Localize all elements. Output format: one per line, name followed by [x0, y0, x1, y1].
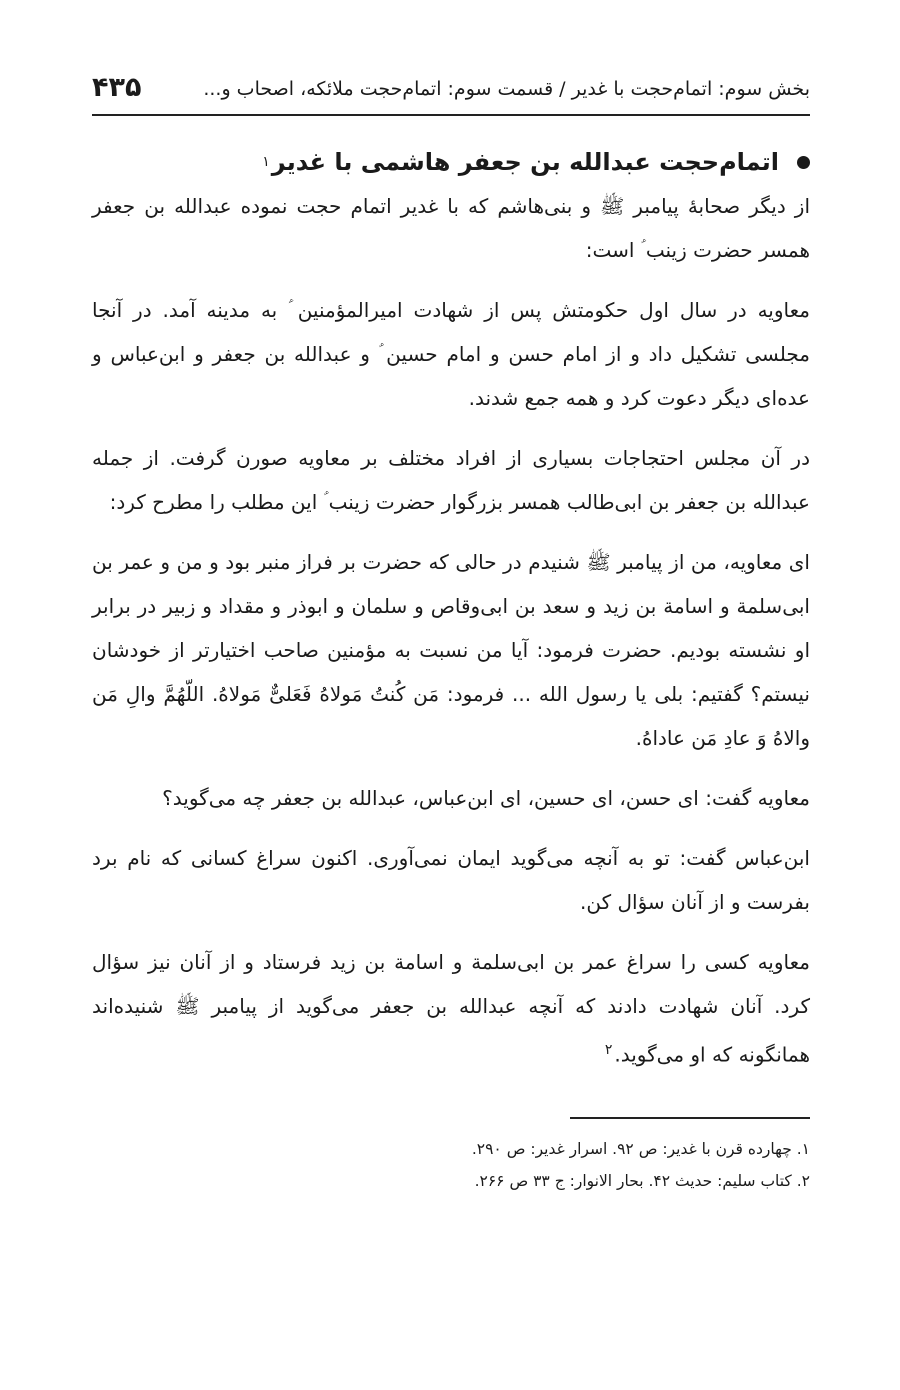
running-header	[92, 66, 810, 116]
paragraph: معاویه گفت: ای حسن، ای حسین، ای ابن‌عباس، عبدالله بن جعفر چه می‌گوید؟	[162, 786, 810, 810]
paragraph-last-text: معاویه کسی را سراغ عمر بن ابی‌سلمة و اسامة بن زید فرستاد و از آنان نیز سؤال کرد. آنان شهادت دادند که آنچه عبدالله بن جعفر می‌گوید از پیامبر ﷺ شنیده‌اند همانگونه که او می‌گوید.	[92, 950, 810, 1067]
paragraph-last	[92, 940, 810, 1077]
paragraph: ابن‌عباس گفت: تو به آنچه می‌گوید ایمان نمی‌آوری. اکنون سراغ کسانی که نام برد بفرست و از آنان سؤال کن.	[92, 846, 810, 914]
section-heading	[92, 142, 810, 182]
paragraph-quote: ای معاویه، من از پیامبر ﷺ شنیدم در حالی که حضرت بر فراز منبر بود و من و عمر بن ابی‌سلمة و اسامة بن زید و سعد بن ابی‌وقاص و سلمان و ابوذر و مقداد و زبیر در برابر او نشسته بودیم. حضرت فرمود: آیا من نسبت به مؤمنین صاحب اختیارتر از خودشان نیستم؟ گفتیم: بلی یا رسول الله ... فرمود: مَن کُنتُ مَولاهُ فَعَلیٌّ مَولاهُ. اللّهُمَّ والِ مَن والاهُ وَ عادِ مَن عاداهُ.	[92, 550, 810, 750]
footnote-ref-1: ۱	[262, 154, 270, 170]
footnote-ref-2: ۲	[604, 1042, 613, 1058]
book-page	[92, 66, 810, 1197]
footnote-1: ۱. چهارده قرن با غدیر: ص ۹۲. اسرار غدیر: ص ۲۹۰.	[471, 1139, 810, 1158]
footnotes	[92, 1133, 810, 1197]
paragraph: در آن مجلس احتجاجات بسیاری از افراد مختلف بر معاویه صورن گرفت. از جمله عبدالله بن جعفر بن ابی‌طالب همسر بزرگوار حضرت زینب ؑ این مطلب را مطرح کرد:	[92, 446, 810, 514]
section-heading-text: اتمام‌حجت عبدالله بن جعفر هاشمی با غدیر	[271, 148, 779, 176]
footnote-2: ۲. کتاب سلیم: حدیث ۴۲. بحار الانوار: ج ۳۳ ص ۲۶۶.	[474, 1171, 810, 1190]
paragraph: معاویه در سال اول حکومتش پس از شهادت امیرالمؤمنین ؑ به مدینه آمد. در آنجا مجلسی تشکیل داد و از امام حسن و امام حسین ؑ و عبدالله بن جعفر و ابن‌عباس و عده‌ای دیگر دعوت کرد و همه جمع شدند.	[92, 298, 810, 410]
paragraph-intro: از دیگر صحابهٔ پیامبر ﷺ و بنی‌هاشم که با غدیر اتمام حجت نموده عبدالله بن جعفر همسر حضرت زینب ؑ است:	[92, 194, 810, 262]
running-header-title: بخش سوم: اتمام‌حجت با غدیر / قسمت سوم: اتمام‌حجت ملائکه، اصحاب و...	[203, 78, 810, 100]
page-number: ۴۳۵	[92, 72, 142, 103]
footnote-divider	[570, 1117, 810, 1119]
bullet-icon	[797, 156, 810, 169]
